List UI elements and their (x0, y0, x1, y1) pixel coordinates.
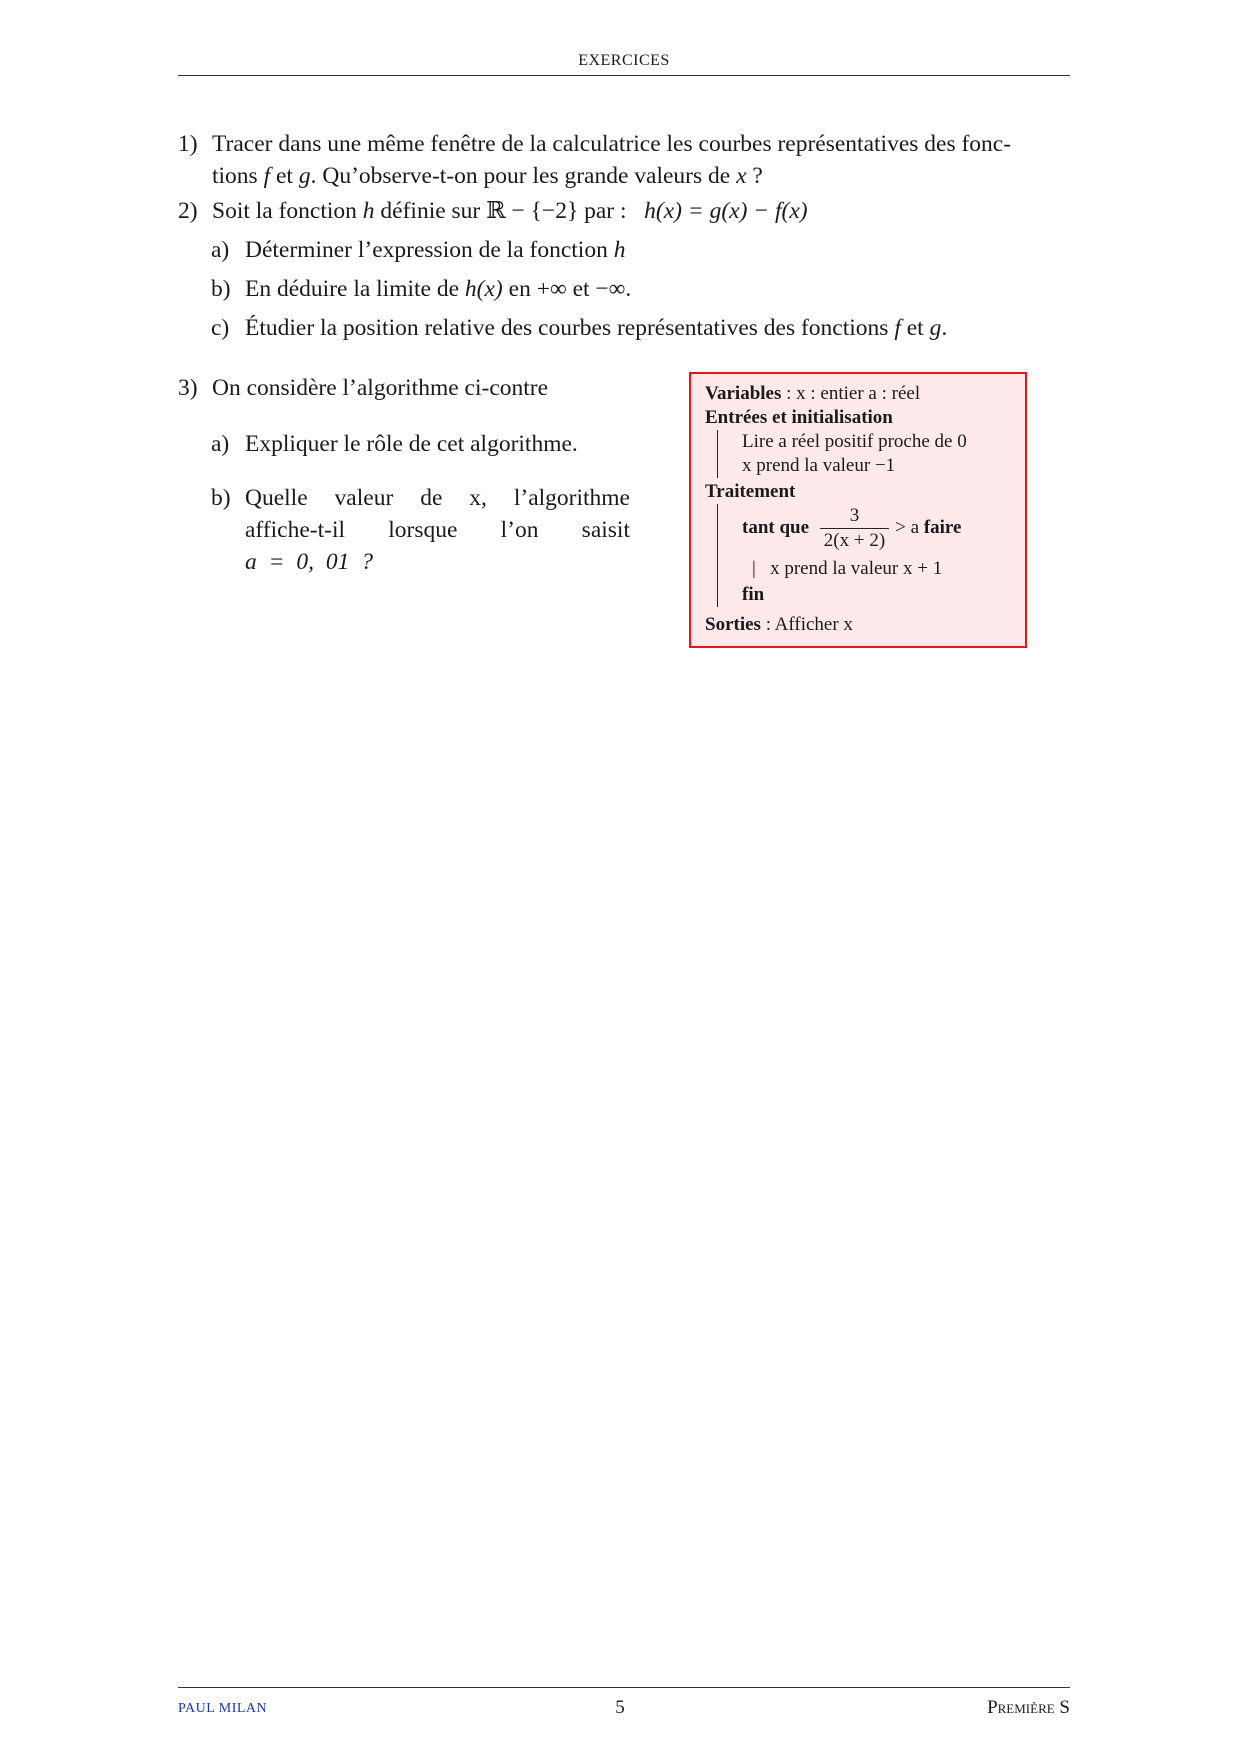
question-3b-line-3: a = 0, 01 ? (245, 549, 373, 575)
algorithm-variables: Variables : x : entier a : réel (705, 383, 921, 404)
header-rule (178, 75, 1070, 76)
footer-author: PAUL MILAN (178, 1701, 268, 1716)
question-2-intro: Soit la fonction h définie sur ℝ − {−2} par : h(x) = g(x) − f(x) (212, 198, 808, 224)
exercise-content (178, 128, 1070, 344)
question-3-intro: 3) On considère l’algorithme ci-contre (178, 375, 549, 401)
running-header: EXERCICES (578, 52, 670, 69)
footer-rule (178, 1687, 1070, 1688)
question-3b: b) Quelle valeur de x, l’algorithme affiche-t-il lorsque l’on saisit a = 0, 01 ? (178, 482, 630, 578)
question-3 (178, 372, 630, 578)
algorithm-loop-body: | x prend la valeur x + 1 (752, 558, 943, 579)
question-1-line-2: tions f et g. Qu’observe-t-on pour les grande valeurs de x ? (212, 163, 763, 189)
question-1 (178, 128, 1070, 192)
algorithm-process-block (717, 504, 1011, 607)
algorithm-box (689, 372, 1027, 648)
question-2a: a) Déterminer l’expression de la fonction h (211, 237, 626, 263)
footer-class: Première S (987, 1697, 1070, 1718)
page-number: 5 (615, 1697, 625, 1718)
algorithm-end: fin (742, 584, 765, 605)
question-2c: c) Étudier la position relative des courbes représentatives des fonctions f et g. (211, 315, 948, 341)
question-2 (178, 195, 1070, 227)
algorithm-outputs: Sorties : Afficher x (705, 614, 853, 635)
algorithm-fraction: $\frac{3}{2(x + 2)}$ (820, 504, 889, 553)
question-2-number: 2) (178, 198, 198, 224)
question-3b-line-1: Quelle valeur de x, l’algorithme (245, 485, 630, 511)
algorithm-inputs-block: Lire a réel positif proche de 0 x prend la valeur −1 (717, 430, 1011, 478)
question-3a: a) Expliquer le rôle de cet algorithme. (211, 431, 578, 457)
question-1-number: 1) (178, 131, 198, 157)
algorithm-process-heading: Traitement (705, 481, 796, 502)
question-2-formula: h(x) = g(x) − f(x) (644, 198, 808, 224)
algorithm-inputs-heading: Entrées et initialisation (705, 407, 893, 428)
question-3b-line-2: affiche-t-il lorsque l’on saisit (245, 517, 630, 543)
question-2b: b) En déduire la limite de h(x) en +∞ et −∞. (211, 276, 632, 302)
question-1-line-1: Tracer dans une même fenêtre de la calculatrice les courbes représentatives des fonc- (212, 131, 1012, 157)
algorithm-while-line: tant que $\frac{3}{2(x + 2)}$ > a faire (742, 505, 962, 551)
